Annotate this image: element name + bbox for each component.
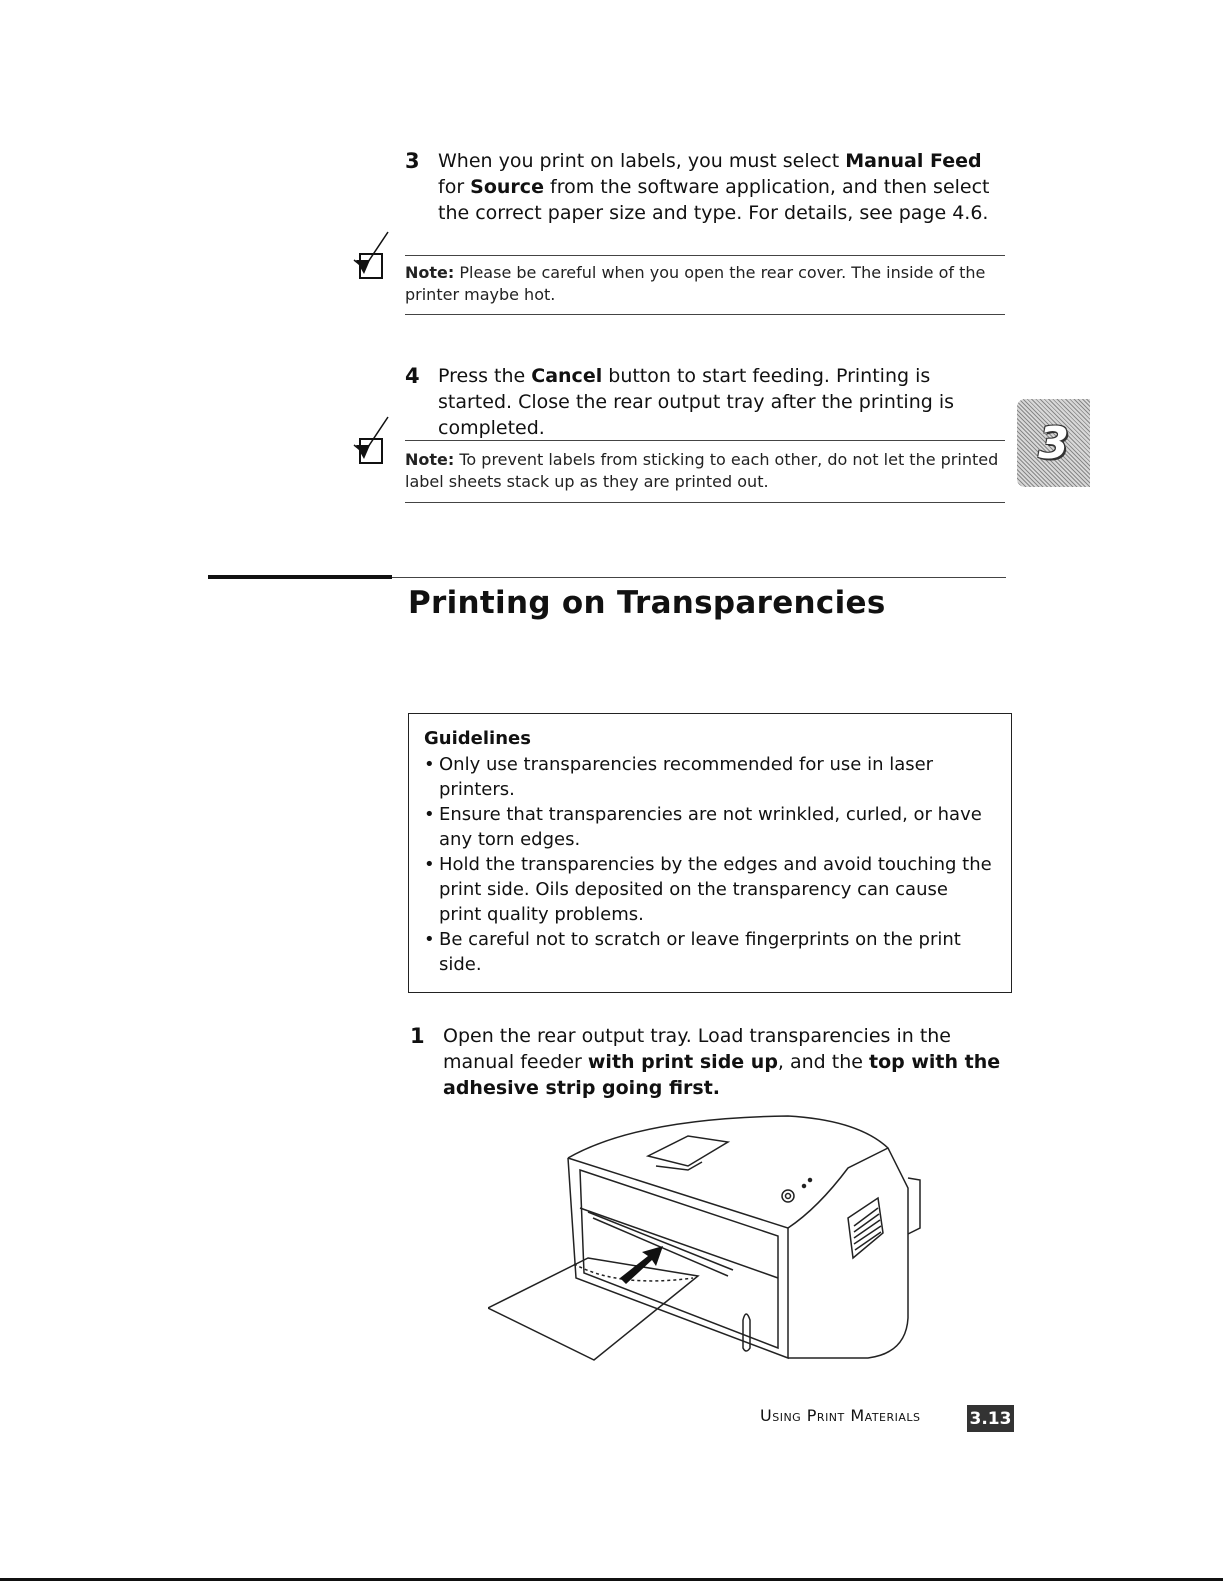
section-rule-bold [208, 575, 392, 579]
guideline-item: • Only use transparencies recommended for use in laser printers. [424, 752, 993, 802]
printer-illustration [488, 1108, 928, 1368]
page-number: 3.13 [967, 1405, 1014, 1432]
footer-section-title: Using Print Materials [760, 1406, 921, 1425]
step-text: When you print on labels, you must select Manual Feed for Source from the software application, and then select the correct paper size and type. For details, see page 4.6. [438, 150, 990, 224]
guidelines-list [424, 752, 993, 977]
guidelines-title: Guidelines [424, 728, 531, 749]
checkmark-note-icon [352, 415, 392, 471]
scan-edge [0, 1578, 1223, 1581]
step-text: Open the rear output tray. Load transparencies in the manual feeder with print side up, and the top with the adhesive strip going first. [443, 1025, 1001, 1099]
note-divider [405, 255, 1005, 256]
section-rule [392, 577, 1006, 578]
guideline-item: • Hold the transparencies by the edges and avoid touching the print side. Oils deposited on the transparency can cause print quality problems. [424, 852, 993, 927]
guideline-item: • Ensure that transparencies are not wrinkled, curled, or have any torn edges. [424, 802, 993, 852]
guideline-item: • Be careful not to scratch or leave fingerprints on the print side. [424, 927, 993, 977]
step-number: 4 [405, 364, 420, 388]
step-number: 1 [410, 1024, 425, 1048]
step-4 [405, 363, 1010, 441]
note-2: Note: To prevent labels from sticking to each other, do not let the printed label sheets stack up as they are printed out. [405, 450, 999, 491]
step-1 [410, 1023, 1010, 1101]
chapter-tab: 3 [1017, 399, 1090, 487]
note-divider [405, 440, 1005, 441]
step-number: 3 [405, 149, 420, 173]
note-1: Note: Please be careful when you open the rear cover. The inside of the printer maybe hot. [405, 263, 986, 304]
step-3 [405, 148, 1010, 226]
step-text: Press the Cancel button to start feeding. Printing is started. Close the rear output tray after the printing is completed. [438, 365, 955, 439]
section-title: Printing on Transparencies [408, 585, 886, 621]
note-divider [405, 314, 1005, 315]
note-divider [405, 502, 1005, 503]
checkmark-note-icon [352, 230, 392, 286]
guidelines-box [408, 713, 1012, 993]
